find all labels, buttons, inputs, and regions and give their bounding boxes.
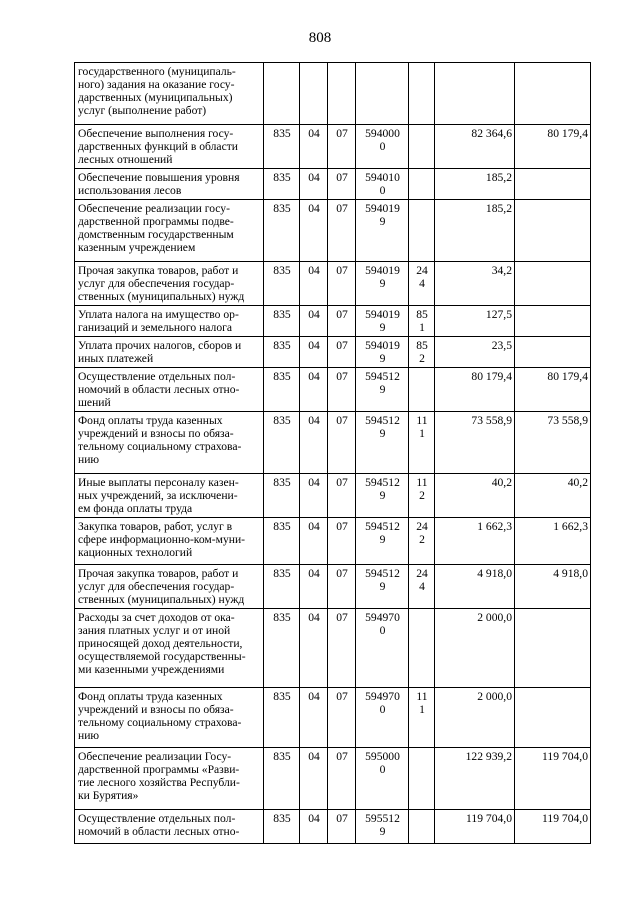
cell-name: Обеспечение повышения уровня использования лесов xyxy=(75,169,264,200)
cell-sum2 xyxy=(515,688,591,748)
cell-csr: 595512 9 xyxy=(356,810,409,844)
cell-rz: 04 xyxy=(300,262,328,306)
cell-vr: 11 1 xyxy=(409,688,435,748)
cell-csr: 595000 0 xyxy=(356,748,409,810)
table-row xyxy=(75,262,591,306)
cell-sum1: 119 704,0 xyxy=(435,810,515,844)
cell-sum1: 4 918,0 xyxy=(435,565,515,609)
cell-rz: 04 xyxy=(300,337,328,368)
cell-grbs: 835 xyxy=(264,169,300,200)
table-row xyxy=(75,200,591,262)
cell-grbs: 835 xyxy=(264,412,300,474)
cell-pr: 07 xyxy=(328,518,356,565)
cell-name: Уплата налога на имущество ор- ганизаций и земельного налога xyxy=(75,306,264,337)
cell-grbs: 835 xyxy=(264,748,300,810)
cell-rz: 04 xyxy=(300,565,328,609)
cell-csr: 594970 0 xyxy=(356,609,409,688)
cell-pr: 07 xyxy=(328,169,356,200)
cell-vr xyxy=(409,169,435,200)
cell-grbs: 835 xyxy=(264,368,300,412)
cell-name: государственного (муниципаль- ного) задания на оказание госу- дарственных (муниципальных) услуг (выполнение работ) xyxy=(75,63,264,125)
cell-sum2 xyxy=(515,337,591,368)
cell-pr xyxy=(328,63,356,125)
cell-csr: 594512 9 xyxy=(356,518,409,565)
cell-grbs: 835 xyxy=(264,565,300,609)
cell-sum2 xyxy=(515,169,591,200)
cell-sum2: 80 179,4 xyxy=(515,368,591,412)
cell-sum1: 40,2 xyxy=(435,474,515,518)
cell-sum2: 80 179,4 xyxy=(515,125,591,169)
cell-sum2 xyxy=(515,306,591,337)
cell-sum1: 1 662,3 xyxy=(435,518,515,565)
table-row xyxy=(75,688,591,748)
table-row xyxy=(75,368,591,412)
cell-rz: 04 xyxy=(300,125,328,169)
cell-name: Прочая закупка товаров, работ и услуг для обеспечения государ- ственных (муниципальных) нужд xyxy=(75,262,264,306)
cell-vr: 24 2 xyxy=(409,518,435,565)
cell-csr: 594019 9 xyxy=(356,337,409,368)
table-row xyxy=(75,412,591,474)
cell-sum1: 80 179,4 xyxy=(435,368,515,412)
cell-name: Фонд оплаты труда казенных учреждений и взносы по обяза- тельному социальному страхова- нию xyxy=(75,688,264,748)
cell-csr: 594512 9 xyxy=(356,368,409,412)
cell-sum1: 2 000,0 xyxy=(435,609,515,688)
budget-table xyxy=(74,62,591,844)
cell-name: Иные выплаты персоналу казен- ных учреждений, за исключени- ем фонда оплаты труда xyxy=(75,474,264,518)
cell-rz: 04 xyxy=(300,609,328,688)
table-row xyxy=(75,609,591,688)
cell-rz: 04 xyxy=(300,169,328,200)
page-number: 808 xyxy=(308,30,332,46)
cell-sum1: 185,2 xyxy=(435,169,515,200)
cell-name: Фонд оплаты труда казенных учреждений и взносы по обяза- тельному социальному страхова- нию xyxy=(75,412,264,474)
cell-pr: 07 xyxy=(328,125,356,169)
cell-vr: 11 2 xyxy=(409,474,435,518)
cell-sum2 xyxy=(515,262,591,306)
cell-vr xyxy=(409,125,435,169)
cell-grbs: 835 xyxy=(264,518,300,565)
cell-sum2: 119 704,0 xyxy=(515,810,591,844)
table-row xyxy=(75,565,591,609)
cell-vr xyxy=(409,63,435,125)
cell-pr: 07 xyxy=(328,200,356,262)
cell-vr: 85 2 xyxy=(409,337,435,368)
cell-pr: 07 xyxy=(328,262,356,306)
cell-vr xyxy=(409,748,435,810)
cell-name: Обеспечение реализации Госу- дарственной программы «Разви- тие лесного хозяйства Республи- ки Бурятия» xyxy=(75,748,264,810)
cell-grbs xyxy=(264,63,300,125)
cell-pr: 07 xyxy=(328,368,356,412)
cell-rz: 04 xyxy=(300,748,328,810)
table-row xyxy=(75,169,591,200)
cell-grbs: 835 xyxy=(264,125,300,169)
cell-sum2 xyxy=(515,609,591,688)
cell-pr: 07 xyxy=(328,306,356,337)
cell-vr: 24 4 xyxy=(409,262,435,306)
cell-grbs: 835 xyxy=(264,262,300,306)
cell-rz: 04 xyxy=(300,474,328,518)
table-row xyxy=(75,810,591,844)
cell-grbs: 835 xyxy=(264,810,300,844)
cell-rz: 04 xyxy=(300,688,328,748)
cell-csr: 594019 9 xyxy=(356,262,409,306)
cell-sum1: 2 000,0 xyxy=(435,688,515,748)
cell-grbs: 835 xyxy=(264,306,300,337)
cell-rz: 04 xyxy=(300,412,328,474)
cell-sum1: 73 558,9 xyxy=(435,412,515,474)
cell-name: Прочая закупка товаров, работ и услуг для обеспечения государ- ственных (муниципальных) нужд xyxy=(75,565,264,609)
cell-csr: 594512 9 xyxy=(356,565,409,609)
cell-name: Обеспечение выполнения госу- дарственных функций в области лесных отношений xyxy=(75,125,264,169)
cell-pr: 07 xyxy=(328,565,356,609)
cell-name: Закупка товаров, работ, услуг в сфере информационно-ком-муни- кационных технологий xyxy=(75,518,264,565)
cell-csr xyxy=(356,63,409,125)
cell-name: Осуществление отдельных пол- номочий в области лесных отно- шений xyxy=(75,368,264,412)
cell-vr xyxy=(409,609,435,688)
cell-sum1: 122 939,2 xyxy=(435,748,515,810)
cell-pr: 07 xyxy=(328,810,356,844)
cell-csr: 594000 0 xyxy=(356,125,409,169)
cell-grbs: 835 xyxy=(264,688,300,748)
cell-rz xyxy=(300,63,328,125)
cell-sum1: 23,5 xyxy=(435,337,515,368)
cell-name: Расходы за счет доходов от ока- зания платных услуг и от иной приносящей доход деятельности, осуществляемой государственны- ми казенными учреждениями xyxy=(75,609,264,688)
cell-sum1: 127,5 xyxy=(435,306,515,337)
cell-pr: 07 xyxy=(328,474,356,518)
cell-csr: 594512 9 xyxy=(356,474,409,518)
cell-sum2: 1 662,3 xyxy=(515,518,591,565)
cell-vr xyxy=(409,810,435,844)
table-row xyxy=(75,125,591,169)
cell-sum2: 73 558,9 xyxy=(515,412,591,474)
cell-name: Уплата прочих налогов, сборов и иных платежей xyxy=(75,337,264,368)
cell-rz: 04 xyxy=(300,810,328,844)
cell-csr: 594019 9 xyxy=(356,200,409,262)
cell-grbs: 835 xyxy=(264,609,300,688)
cell-vr: 11 1 xyxy=(409,412,435,474)
cell-grbs: 835 xyxy=(264,474,300,518)
cell-sum2: 119 704,0 xyxy=(515,748,591,810)
cell-rz: 04 xyxy=(300,368,328,412)
cell-pr: 07 xyxy=(328,337,356,368)
cell-vr xyxy=(409,200,435,262)
cell-csr: 594019 9 xyxy=(356,306,409,337)
cell-name: Обеспечение реализации госу- дарственной программы подве- домственным государственным казенным учреждением xyxy=(75,200,264,262)
table-row xyxy=(75,306,591,337)
cell-pr: 07 xyxy=(328,412,356,474)
table-row xyxy=(75,474,591,518)
cell-sum2 xyxy=(515,200,591,262)
cell-sum2: 40,2 xyxy=(515,474,591,518)
cell-csr: 594010 0 xyxy=(356,169,409,200)
cell-pr: 07 xyxy=(328,688,356,748)
cell-csr: 594970 0 xyxy=(356,688,409,748)
cell-sum1 xyxy=(435,63,515,125)
cell-sum1: 185,2 xyxy=(435,200,515,262)
cell-grbs: 835 xyxy=(264,337,300,368)
cell-rz: 04 xyxy=(300,518,328,565)
cell-vr: 24 4 xyxy=(409,565,435,609)
cell-rz: 04 xyxy=(300,306,328,337)
cell-sum1: 82 364,6 xyxy=(435,125,515,169)
cell-vr xyxy=(409,368,435,412)
cell-name: Осуществление отдельных пол- номочий в области лесных отно- xyxy=(75,810,264,844)
table-row xyxy=(75,63,591,125)
cell-vr: 85 1 xyxy=(409,306,435,337)
cell-grbs: 835 xyxy=(264,200,300,262)
cell-rz: 04 xyxy=(300,200,328,262)
cell-sum2: 4 918,0 xyxy=(515,565,591,609)
cell-sum2 xyxy=(515,63,591,125)
cell-csr: 594512 9 xyxy=(356,412,409,474)
table-row xyxy=(75,748,591,810)
cell-pr: 07 xyxy=(328,609,356,688)
table-row xyxy=(75,518,591,565)
table-row xyxy=(75,337,591,368)
cell-pr: 07 xyxy=(328,748,356,810)
cell-sum1: 34,2 xyxy=(435,262,515,306)
